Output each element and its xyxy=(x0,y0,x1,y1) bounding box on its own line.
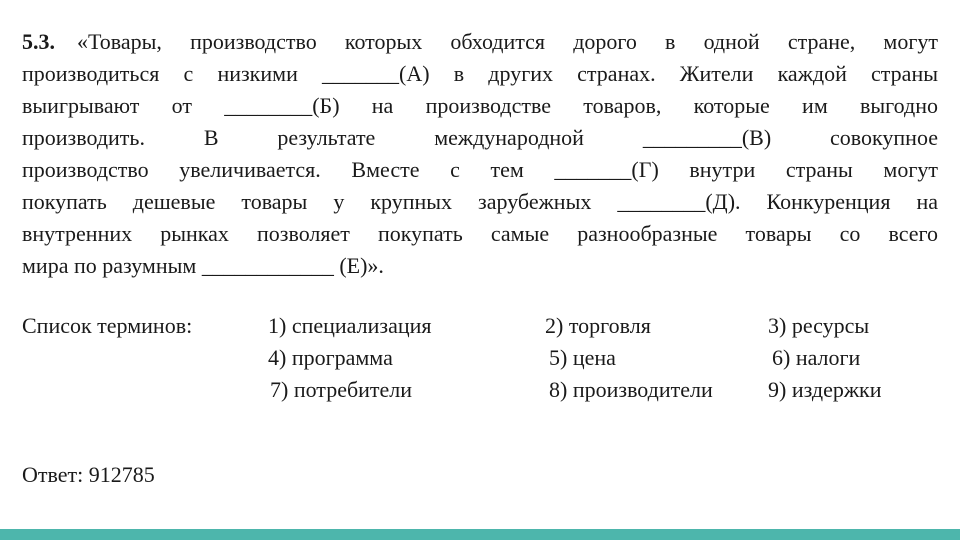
task-line: мира по разумным ____________ (Е)». xyxy=(22,253,384,278)
accent-bar xyxy=(0,529,960,540)
term-item: 2) торговля xyxy=(545,313,651,338)
task-line xyxy=(22,26,938,58)
task-number: 5.3. xyxy=(22,29,55,54)
term-item: 9) издержки xyxy=(768,377,882,402)
task-line: внутренних рынках позволяет покупать самые разнообразные товары со всего xyxy=(22,221,938,246)
answer-text: Ответ: 912785 xyxy=(22,462,155,487)
task-line: выигрывают от ________(Б) на производстве товаров, которые им выгодно xyxy=(22,93,938,118)
task-paragraph xyxy=(22,26,938,282)
term-item: 8) производители xyxy=(549,377,713,402)
task-line: производство увеличивается. Вместе с тем _______(Г) внутри страны могут xyxy=(22,157,938,182)
term-item: 3) ресурсы xyxy=(768,313,870,338)
task-line: покупать дешевые товары у крупных зарубежных ________(Д). Конкуренция на xyxy=(22,189,938,214)
term-item: 5) цена xyxy=(549,345,616,370)
term-item: 4) программа xyxy=(268,345,393,370)
task-line: производиться с низкими _______(А) в других странах. Жители каждой страны xyxy=(22,61,938,86)
task-text: «Товары, производство которых обходится дорого в одной стране, могут xyxy=(77,29,938,54)
term-item: 1) специализация xyxy=(268,313,432,338)
term-item: 7) потребители xyxy=(270,377,413,402)
terms-label: Список терминов: xyxy=(22,313,193,338)
term-item: 6) налоги xyxy=(772,345,861,370)
task-line: производить. В результате международной _________(В) совокупное xyxy=(22,125,938,150)
